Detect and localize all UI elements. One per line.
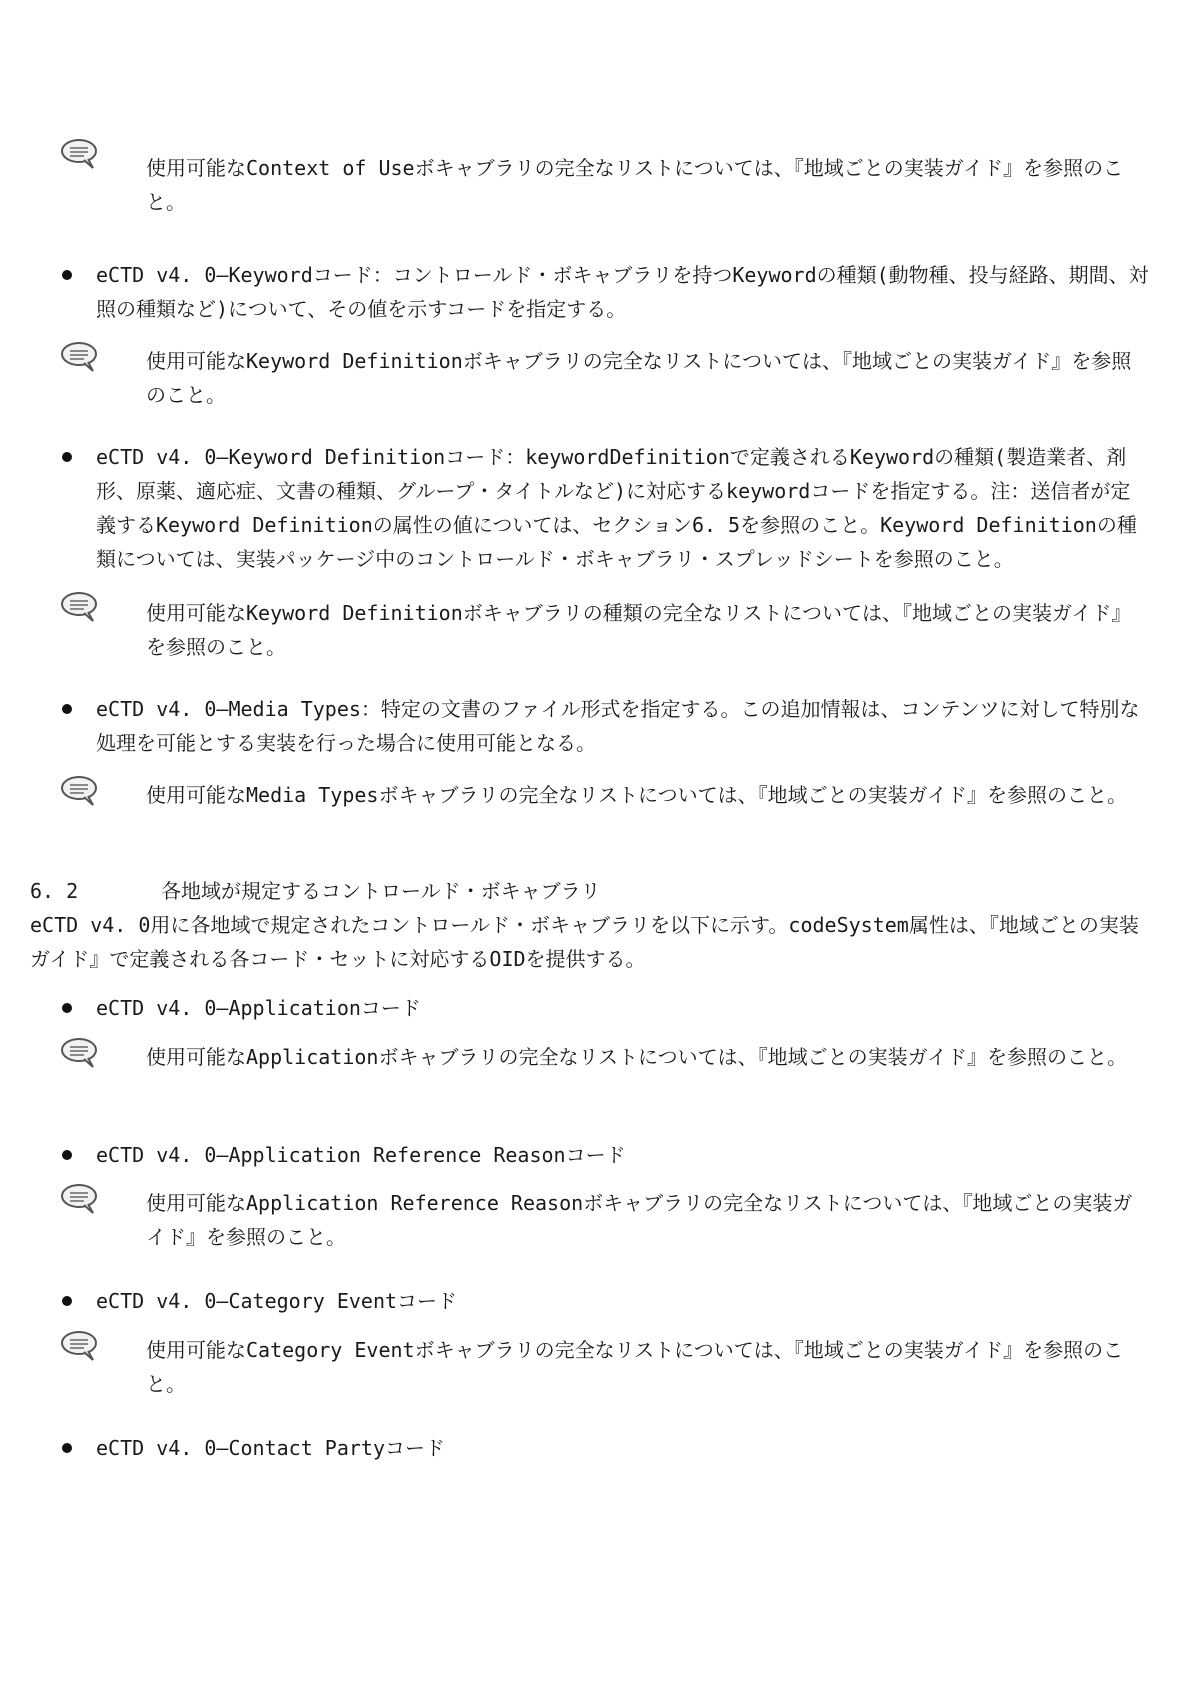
bullet-dot [62,1443,72,1453]
comment-balloon-icon [60,137,102,171]
section-paragraph: eCTD v4. 0用に各地域で規定されたコントロールド・ボキャブラリを以下に示す。codeSystem属性は、『地域ごとの実装ガイド』で定義される各コード・セットに対応するOIDを提供する。 [30,913,1139,971]
note-text: 使用可能なApplicationボキャブラリの完全なリストについては、『地域ごとの実装ガイド』を参照のこと。 [146,1045,1128,1069]
comment-balloon-icon [60,774,102,808]
note-text: 使用可能なKeyword Definitionボキャブラリの完全なリストについては、『地域ごとの実装ガイド』を参照のこと。 [146,349,1132,407]
bullet-item: eCTD v4. 0—Keyword Definitionコード：keywordDefinitionで定義されるKeywordの種類(製造業者、剤形、原薬、適応症、文書の種類、グループ・タイトルなど)に対応するkeywordコードを指定する。注：送信者が定義するKeyword Definitionの属性の値については、セクション6. 5を参照のこと。Keyword Definitionの種類については、実装パッケージ中のコントロールド・ボキャブラリ・スプレッドシートを参照のこと。 [96,445,1137,571]
note-text: 使用可能なKeyword Definitionボキャブラリの種類の完全なリストについては、『地域ごとの実装ガイド』を参照のこと。 [146,601,1132,659]
note-text: 使用可能なMedia Typesボキャブラリの完全なリストについては、『地域ごとの実装ガイド』を参照のこと。 [146,783,1128,807]
bullet-dot [62,1003,72,1013]
comment-balloon-icon [60,1182,102,1216]
comment-balloon-icon [60,1036,102,1070]
bullet-dot [62,704,72,714]
bullet-item: eCTD v4. 0—Media Types：特定の文書のファイル形式を指定する。この追加情報は、コンテンツに対して特別な処理を可能とする実装を行った場合に使用可能となる。 [96,697,1140,755]
note-text: 使用可能なCategory Eventボキャブラリの完全なリストについては、『地域ごとの実装ガイド』を参照のこと。 [146,1338,1124,1396]
bullet-dot [62,452,72,462]
bullet-item: eCTD v4. 0—Applicationコード [96,996,421,1020]
bullet-item: eCTD v4. 0—Category Eventコード [96,1289,458,1313]
note-text: 使用可能なApplication Reference Reasonボキャブラリの完全なリストについては、『地域ごとの実装ガイド』を参照のこと。 [146,1191,1133,1249]
section-title: 各地域が規定するコントロールド・ボキャブラリ [161,879,601,903]
section-heading [30,874,601,908]
bullet-dot [62,1296,72,1306]
bullet-dot [62,270,72,280]
comment-balloon-icon [60,590,102,624]
comment-balloon-icon [60,340,102,374]
comment-balloon-icon [60,1329,102,1363]
note-text: 使用可能なContext of Useボキャブラリの完全なリストについては、『地域ごとの実装ガイド』を参照のこと。 [146,156,1124,214]
section-number: 6. 2 [30,879,79,903]
bullet-dot [62,1150,72,1160]
bullet-item: eCTD v4. 0—Keywordコード：コントロールド・ボキャブラリを持つKeywordの種類(動物種、投与経路、期間、対照の種類など)について、その値を示すコードを指定する。 [96,263,1149,321]
bullet-item: eCTD v4. 0—Application Reference Reasonコード [96,1143,626,1167]
bullet-item: eCTD v4. 0—Contact Partyコード [96,1436,445,1460]
